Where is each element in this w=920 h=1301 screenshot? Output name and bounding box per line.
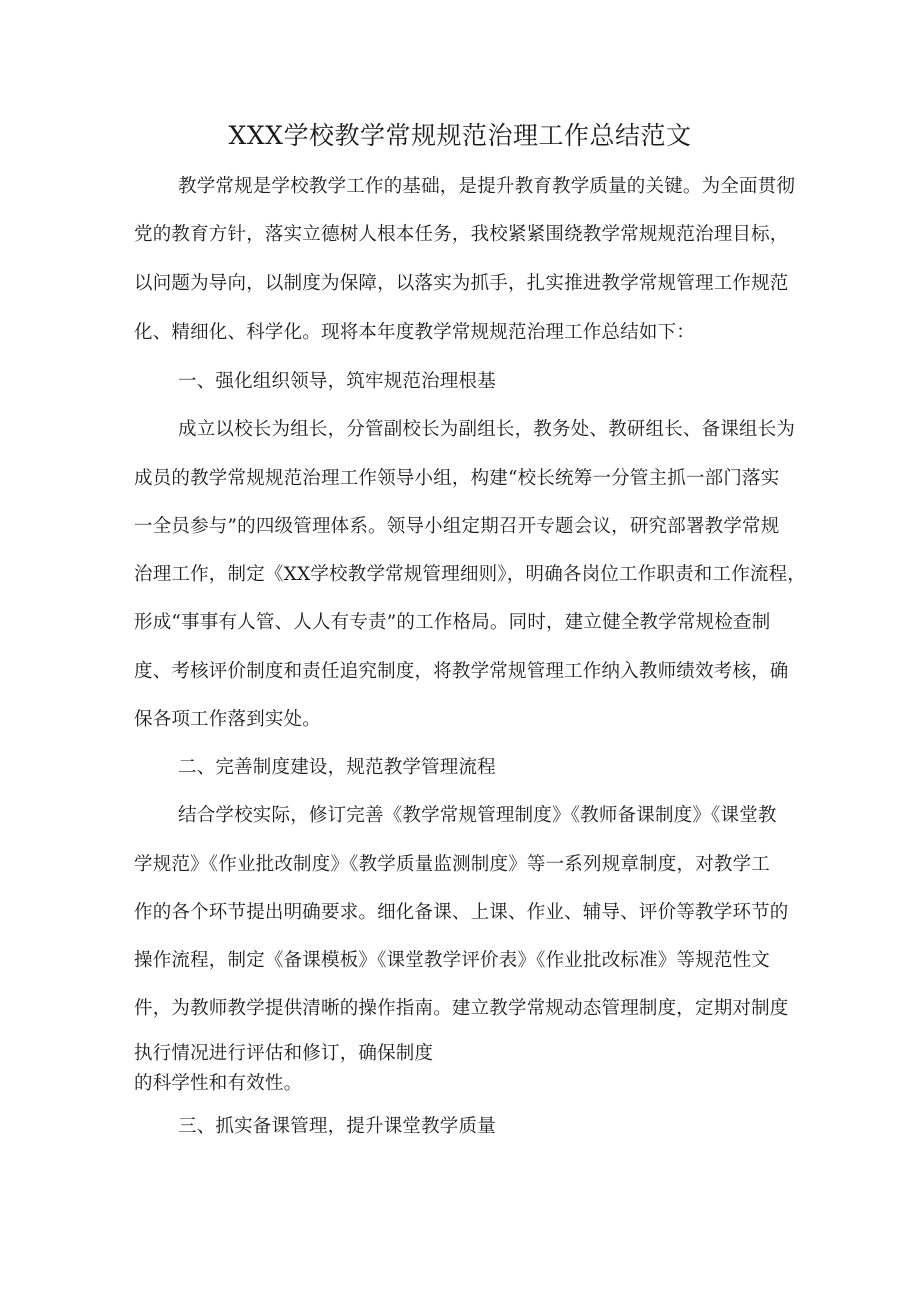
section2-line-3: 作的各个环节提出明确要求。细化备课、上课、作业、辅导、评价等教学环节的 — [134, 902, 789, 923]
section1-line-2: 成员的教学常规规范治理工作领导小组，构建“校长统筹一分管主抓一部门落实 — [134, 468, 780, 489]
intro-line-4: 化、精细化、科学化。现将本年度教学常规规范治理工作总结如下： — [134, 322, 696, 343]
section2-line-5: 件，为教师教学提供清晰的操作指南。建立教学常规动态管理制度，定期对制度 — [134, 998, 789, 1019]
intro-line-1: 教学常规是学校教学工作的基础，是提升教育教学质量的关键。为全面贯彻 — [178, 176, 796, 197]
section1-line-4: 治理工作，制定《XX学校教学常规管理细则》，明确各岗位工作职责和工作流程， — [134, 564, 806, 585]
section1-line-3: 一全员参与”的四级管理体系。领导小组定期召开专题会议，研究部署教学常规 — [134, 516, 780, 537]
intro-line-3: 以问题为导向，以制度为保障，以落实为抓手，扎实推进教学常规管理工作规范 — [134, 273, 789, 294]
section1-heading: 一、强化组织领导，筑牢规范治理根基 — [178, 371, 496, 392]
document-title: XXX学校教学常规规范治理工作总结范文 — [228, 121, 692, 150]
section2-heading: 二、完善制度建设，规范教学管理流程 — [178, 757, 496, 778]
section1-line-5: 形成“事事有人管、人人有专责”的工作格局。同时，建立健全教学常规检查制 — [134, 612, 771, 633]
section1-line-6: 度、考核评价制度和责任追究制度，将教学常规管理工作纳入教师绩效考核，确 — [134, 661, 789, 682]
section2-line-2: 学规范》《作业批改制度》《教学质量监测制度》等一系列规章制度，对教学工 — [134, 854, 771, 875]
section2-line-6: 执行情况进行评估和修订，确保制度 — [134, 1043, 434, 1064]
section2-line-7: 的科学性和有效性。 — [134, 1073, 303, 1094]
section1-line-1: 成立以校长为组长，分管副校长为副组长，教务处、教研组长、备课组长为 — [178, 419, 796, 440]
intro-line-2: 党的教育方针，落实立德树人根本任务，我校紧紧围绕教学常规规范治理目标， — [134, 224, 789, 245]
section2-line-4: 操作流程，制定《备课模板》《课堂教学评价表》《作业批改标准》等规范性文 — [134, 950, 771, 971]
section1-line-7: 保各项工作落到实处。 — [134, 709, 322, 730]
section3-heading: 三、抓实备课管理，提升课堂教学质量 — [178, 1116, 496, 1137]
section2-line-1: 结合学校实际，修订完善《教学常规管理制度》《教师备课制度》《课堂教 — [178, 805, 777, 826]
